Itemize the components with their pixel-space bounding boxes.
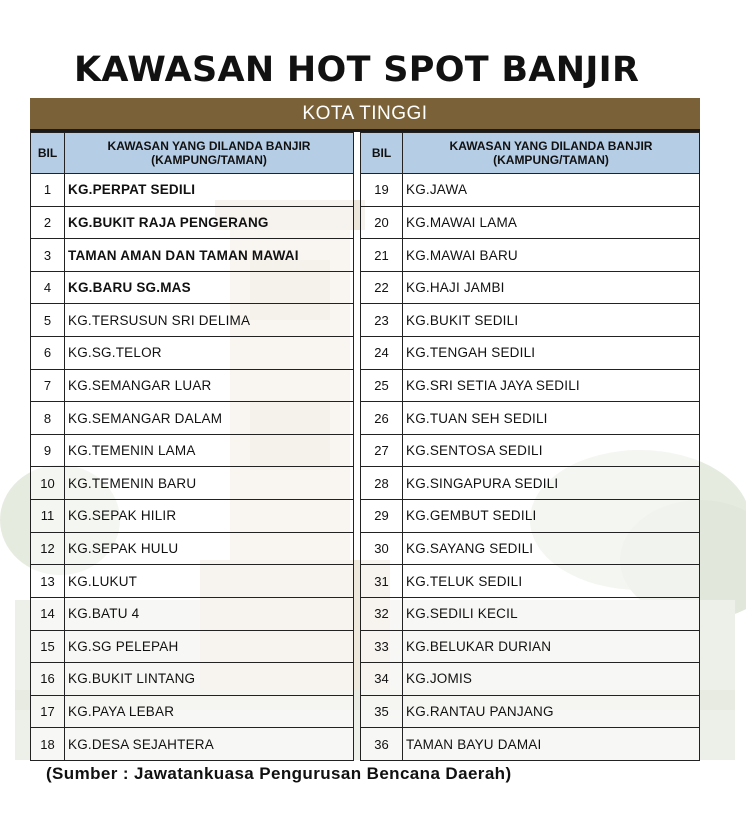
area-name: KG.TERSUSUN SRI DELIMA bbox=[65, 304, 354, 337]
kawasan-header-main: KAWASAN YANG DILANDA BANJIR bbox=[449, 139, 653, 153]
area-name: KG.BUKIT RAJA PENGERANG bbox=[65, 206, 354, 239]
table-header-row bbox=[31, 133, 354, 174]
table-row bbox=[361, 239, 700, 272]
row-number: 19 bbox=[361, 174, 403, 207]
row-number: 33 bbox=[361, 630, 403, 663]
table-row bbox=[31, 174, 354, 207]
table-row bbox=[361, 663, 700, 696]
table-row bbox=[361, 337, 700, 370]
row-number: 25 bbox=[361, 369, 403, 402]
table-row bbox=[31, 369, 354, 402]
row-number: 27 bbox=[361, 434, 403, 467]
row-number: 8 bbox=[31, 402, 65, 435]
table-row bbox=[361, 500, 700, 533]
flood-table-right bbox=[360, 132, 700, 761]
area-name: KG.SEMANGAR LUAR bbox=[65, 369, 354, 402]
area-name: KG.DESA SEJAHTERA bbox=[65, 728, 354, 761]
area-name: KG.TEMENIN LAMA bbox=[65, 434, 354, 467]
row-number: 31 bbox=[361, 565, 403, 598]
kawasan-header-sub: (KAMPUNG/TAMAN) bbox=[493, 153, 609, 167]
row-number: 1 bbox=[31, 174, 65, 207]
area-name: KG.MAWAI BARU bbox=[403, 239, 700, 272]
kawasan-header bbox=[65, 133, 354, 174]
row-number: 10 bbox=[31, 467, 65, 500]
area-name: TAMAN AMAN DAN TAMAN MAWAI bbox=[65, 239, 354, 272]
area-name: KG.MAWAI LAMA bbox=[403, 206, 700, 239]
row-number: 5 bbox=[31, 304, 65, 337]
table-row bbox=[31, 239, 354, 272]
area-name: KG.RANTAU PANJANG bbox=[403, 695, 700, 728]
area-name: KG.SEPAK HILIR bbox=[65, 500, 354, 533]
kawasan-header-main: KAWASAN YANG DILANDA BANJIR bbox=[107, 139, 311, 153]
table-row bbox=[361, 597, 700, 630]
row-number: 3 bbox=[31, 239, 65, 272]
area-name: KG.SG.TELOR bbox=[65, 337, 354, 370]
table-row bbox=[361, 304, 700, 337]
area-name: KG.BARU SG.MAS bbox=[65, 271, 354, 304]
table-row bbox=[31, 337, 354, 370]
area-name: KG.SEMANGAR DALAM bbox=[65, 402, 354, 435]
table-row bbox=[361, 174, 700, 207]
table-row bbox=[361, 434, 700, 467]
row-number: 29 bbox=[361, 500, 403, 533]
area-name: KG.TENGAH SEDILI bbox=[403, 337, 700, 370]
row-number: 35 bbox=[361, 695, 403, 728]
area-name: KG.TUAN SEH SEDILI bbox=[403, 402, 700, 435]
source-note: (Sumber : Jawatankuasa Pengurusan Bencana Daerah) bbox=[46, 764, 512, 783]
area-name: KG.BUKIT LINTANG bbox=[65, 663, 354, 696]
table-row bbox=[31, 402, 354, 435]
area-name: KG.TEMENIN BARU bbox=[65, 467, 354, 500]
area-name: KG.SEPAK HULU bbox=[65, 532, 354, 565]
table-row bbox=[31, 532, 354, 565]
flood-table-left bbox=[30, 132, 354, 761]
district-label: KOTA TINGGI bbox=[302, 102, 428, 124]
kawasan-header-sub: (KAMPUNG/TAMAN) bbox=[151, 153, 267, 167]
row-number: 16 bbox=[31, 663, 65, 696]
table-row bbox=[361, 695, 700, 728]
table-row bbox=[361, 402, 700, 435]
area-name: KG.JOMIS bbox=[403, 663, 700, 696]
table-row bbox=[361, 271, 700, 304]
kawasan-header bbox=[403, 133, 700, 174]
row-number: 30 bbox=[361, 532, 403, 565]
table-row bbox=[31, 467, 354, 500]
table-row bbox=[31, 434, 354, 467]
area-name: KG.PERPAT SEDILI bbox=[65, 174, 354, 207]
area-name: KG.BUKIT SEDILI bbox=[403, 304, 700, 337]
row-number: 2 bbox=[31, 206, 65, 239]
row-number: 23 bbox=[361, 304, 403, 337]
row-number: 4 bbox=[31, 271, 65, 304]
bil-header: BIL bbox=[361, 133, 403, 174]
row-number: 34 bbox=[361, 663, 403, 696]
row-number: 9 bbox=[31, 434, 65, 467]
table-row bbox=[361, 532, 700, 565]
area-name: KG.PAYA LEBAR bbox=[65, 695, 354, 728]
area-name: KG.JAWA bbox=[403, 174, 700, 207]
row-number: 17 bbox=[31, 695, 65, 728]
row-number: 18 bbox=[31, 728, 65, 761]
table-row bbox=[31, 728, 354, 761]
table-row bbox=[361, 467, 700, 500]
area-name: KG.BATU 4 bbox=[65, 597, 354, 630]
table-row bbox=[361, 565, 700, 598]
table-row bbox=[31, 597, 354, 630]
table-row bbox=[31, 630, 354, 663]
table-row bbox=[361, 728, 700, 761]
area-name: KG.HAJI JAMBI bbox=[403, 271, 700, 304]
area-name: KG.SENTOSA SEDILI bbox=[403, 434, 700, 467]
row-number: 14 bbox=[31, 597, 65, 630]
area-name: KG.SAYANG SEDILI bbox=[403, 532, 700, 565]
area-name: KG.BELUKAR DURIAN bbox=[403, 630, 700, 663]
page-title: KAWASAN HOT SPOT BANJIR bbox=[74, 50, 640, 90]
row-number: 20 bbox=[361, 206, 403, 239]
row-number: 28 bbox=[361, 467, 403, 500]
table-row bbox=[361, 369, 700, 402]
table-row bbox=[31, 271, 354, 304]
table-row bbox=[361, 630, 700, 663]
area-name: KG.TELUK SEDILI bbox=[403, 565, 700, 598]
area-name: KG.SG PELEPAH bbox=[65, 630, 354, 663]
table-header-row bbox=[361, 133, 700, 174]
area-name: KG.LUKUT bbox=[65, 565, 354, 598]
row-number: 13 bbox=[31, 565, 65, 598]
table-row bbox=[31, 500, 354, 533]
area-name: KG.SINGAPURA SEDILI bbox=[403, 467, 700, 500]
row-number: 6 bbox=[31, 337, 65, 370]
table-row bbox=[361, 206, 700, 239]
row-number: 12 bbox=[31, 532, 65, 565]
row-number: 36 bbox=[361, 728, 403, 761]
row-number: 15 bbox=[31, 630, 65, 663]
district-band bbox=[30, 98, 700, 132]
row-number: 26 bbox=[361, 402, 403, 435]
area-name: KG.SEDILI KECIL bbox=[403, 597, 700, 630]
row-number: 21 bbox=[361, 239, 403, 272]
area-name: KG.SRI SETIA JAYA SEDILI bbox=[403, 369, 700, 402]
row-number: 32 bbox=[361, 597, 403, 630]
table-row bbox=[31, 663, 354, 696]
table-row bbox=[31, 304, 354, 337]
area-name: TAMAN BAYU DAMAI bbox=[403, 728, 700, 761]
row-number: 11 bbox=[31, 500, 65, 533]
table-row bbox=[31, 695, 354, 728]
table-row bbox=[31, 206, 354, 239]
row-number: 22 bbox=[361, 271, 403, 304]
row-number: 24 bbox=[361, 337, 403, 370]
bil-header: BIL bbox=[31, 133, 65, 174]
table-row bbox=[31, 565, 354, 598]
area-name: KG.GEMBUT SEDILI bbox=[403, 500, 700, 533]
row-number: 7 bbox=[31, 369, 65, 402]
